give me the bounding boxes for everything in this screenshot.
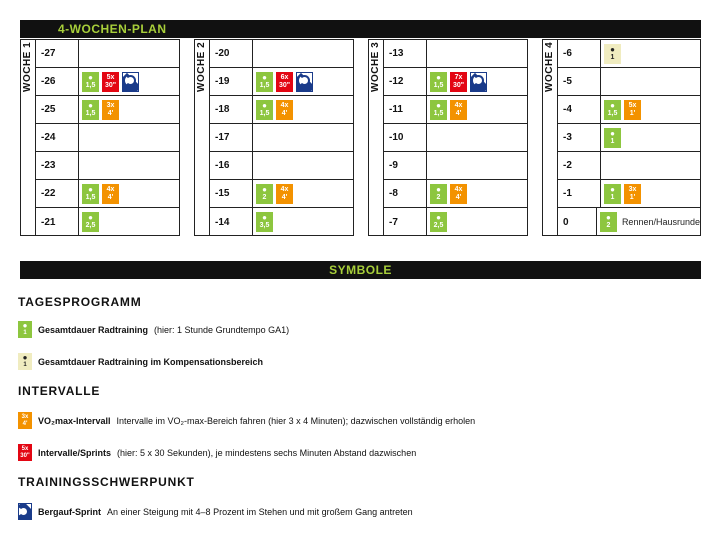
day-program: [427, 96, 527, 123]
symbols-title: SYMBOLE: [329, 263, 392, 277]
day-program: [79, 40, 179, 67]
vo2max-interval-icon: [450, 184, 467, 204]
week-label-column: [543, 40, 557, 235]
cyclist-glyph-icon: ●: [262, 72, 267, 82]
bike-duration: 1,5: [85, 109, 96, 117]
day-number: -14: [209, 208, 253, 236]
sprint-interval-icon: [18, 444, 32, 461]
interval-duration: 4': [107, 109, 114, 117]
bike-icon: [82, 72, 99, 92]
legend-item: [18, 444, 416, 461]
day-row: [557, 152, 700, 180]
legend-item: [18, 503, 413, 520]
bike-duration: 2: [262, 193, 267, 201]
day-row: [209, 180, 353, 208]
day-program: [253, 152, 353, 179]
interval-count: 4x: [454, 185, 463, 193]
day-row: [35, 152, 179, 180]
day-number: -15: [209, 180, 253, 207]
bike-icon: [430, 72, 447, 92]
uphill-sprint-icon: [122, 72, 139, 92]
week-label: WOCHE 1: [22, 42, 33, 93]
day-program: [601, 68, 700, 95]
day-number: -27: [35, 40, 79, 67]
interval-duration: 30": [104, 81, 117, 89]
day-program: [253, 180, 353, 207]
bike-icon: [82, 100, 99, 120]
day-number: -21: [35, 208, 79, 236]
bike-duration: 1,5: [259, 81, 270, 89]
day-number: -3: [557, 124, 601, 151]
day-program: [601, 40, 700, 67]
day-number: -12: [383, 68, 427, 95]
day-row: [35, 208, 179, 236]
day-number: -5: [557, 68, 601, 95]
bike-icon: [256, 212, 273, 232]
interval-count: 3x: [21, 413, 29, 420]
day-program: [601, 180, 700, 207]
legend-item: [18, 321, 289, 338]
day-number: -18: [209, 96, 253, 123]
day-row: [35, 40, 179, 68]
day-row: [209, 152, 353, 180]
week-block: [368, 39, 528, 236]
bike-icon: [18, 321, 32, 338]
week-label: WOCHE 3: [370, 42, 381, 93]
bike-duration: 2: [606, 222, 611, 229]
day-program: [601, 96, 700, 123]
day-program: [601, 124, 700, 151]
uphill-sprint-icon: [470, 72, 487, 92]
cyclist-glyph-icon: ●: [606, 213, 611, 222]
day-row: [35, 68, 179, 96]
cyclist-glyph-icon: ●: [88, 72, 93, 82]
day-row: [35, 180, 179, 208]
day-program: [253, 208, 353, 236]
day-row: [557, 40, 700, 68]
vo2max-interval-icon: [18, 412, 32, 429]
symbols-title-bar: [20, 261, 701, 279]
sprint-interval-icon: [450, 72, 467, 92]
day-note: Rennen/Hausrunde: [621, 217, 700, 227]
uphill-sprint-icon: [18, 503, 32, 520]
interval-duration: 4': [107, 193, 114, 201]
cyclist-glyph-icon: ●: [262, 213, 267, 222]
bike-duration: 3,5: [259, 222, 270, 229]
day-row: [383, 180, 527, 208]
day-program: [253, 96, 353, 123]
interval-count: 4x: [454, 101, 463, 109]
day-row: [383, 152, 527, 180]
interval-duration: 4': [455, 109, 462, 117]
bike-icon: [430, 212, 447, 232]
week-block: [194, 39, 354, 236]
day-program: [427, 180, 527, 207]
bike-duration: 1,5: [259, 109, 270, 117]
legend-term: Bergauf-Sprint: [38, 506, 101, 517]
interval-duration: 30": [20, 452, 30, 459]
vo2max-interval-icon: [102, 100, 119, 120]
week-label: WOCHE 2: [196, 42, 207, 93]
interval-count: 5x: [628, 101, 637, 109]
bike-icon: [430, 100, 447, 120]
bike-icon: [82, 184, 99, 204]
day-row: [557, 68, 700, 96]
legend-term: Gesamtdauer Radtraining: [38, 324, 149, 335]
recovery-bike-icon: [18, 353, 32, 370]
day-number: -20: [209, 40, 253, 67]
week-label-column: [21, 40, 35, 235]
day-program: [79, 152, 179, 179]
day-program: [427, 152, 527, 179]
legend-item: [18, 412, 475, 429]
interval-count: 4x: [280, 101, 289, 109]
bike-duration: 2: [436, 193, 441, 201]
bike-icon: [256, 72, 273, 92]
week-label-column: [195, 40, 209, 235]
bike-duration: 1: [610, 193, 615, 201]
bike-icon: [256, 100, 273, 120]
bike-duration: 1,5: [433, 81, 444, 89]
day-number: -7: [383, 208, 427, 236]
day-number: -9: [383, 152, 427, 179]
day-number: -8: [383, 180, 427, 207]
cyclist-glyph-icon: ●: [436, 72, 441, 82]
sprint-interval-icon: [102, 72, 119, 92]
day-row: [383, 68, 527, 96]
legend-description: An einer Steigung mit 4–8 Prozent im Stehen und mit großem Gang antreten: [107, 506, 413, 517]
bike-duration: 1: [610, 137, 615, 145]
day-number: -2: [557, 152, 601, 179]
bike-duration: 1: [610, 53, 615, 61]
interval-duration: 4': [455, 193, 462, 201]
bike-duration: 1,5: [85, 81, 96, 89]
interval-duration: 4': [281, 109, 288, 117]
bike-icon: [256, 184, 273, 204]
day-program: [79, 208, 179, 236]
day-number: -16: [209, 152, 253, 179]
day-program: [79, 180, 179, 207]
bike-duration: 1: [23, 330, 27, 336]
vo2max-interval-icon: [102, 184, 119, 204]
cyclist-glyph-icon: ●: [610, 44, 615, 54]
interval-count: 4x: [280, 185, 289, 193]
cyclist-glyph-icon: ●: [88, 184, 93, 194]
bike-icon: [604, 100, 621, 120]
day-row: [557, 96, 700, 124]
interval-count: 4x: [106, 185, 115, 193]
bike-duration: 2,5: [85, 222, 96, 229]
day-row: [209, 208, 353, 236]
day-program: [427, 68, 527, 95]
cyclist-glyph-icon: ●: [88, 213, 93, 222]
day-row: [209, 40, 353, 68]
interval-count: 5x: [21, 445, 29, 452]
day-number: -11: [383, 96, 427, 123]
interval-count: 6x: [280, 73, 289, 81]
day-number: -19: [209, 68, 253, 95]
legend-description: Intervalle im VO₂-max-Bereich fahren (hier 3 x 4 Minuten); dazwischen vollständig erholen: [116, 415, 476, 426]
day-row: [383, 208, 527, 236]
vo2max-interval-icon: [276, 100, 293, 120]
bike-icon: [600, 212, 617, 232]
day-program: [79, 96, 179, 123]
week-label-column: [369, 40, 383, 235]
bike-icon: [604, 128, 621, 148]
day-program: [427, 40, 527, 67]
plan-title-bar: [20, 20, 701, 38]
day-program: [253, 40, 353, 67]
week-label: WOCHE 4: [544, 42, 555, 93]
day-number: -1: [557, 180, 601, 207]
cyclist-glyph-icon: ●: [610, 184, 615, 194]
day-row: [35, 124, 179, 152]
day-number: -23: [35, 152, 79, 179]
interval-duration: 30": [278, 81, 291, 89]
interval-count: 3x: [628, 185, 637, 193]
cyclist-glyph-icon: ●: [610, 128, 615, 138]
sprint-interval-icon: [276, 72, 293, 92]
day-row: [557, 124, 700, 152]
day-row: [557, 180, 700, 208]
day-program: [427, 208, 527, 236]
bike-duration: 1,5: [607, 109, 618, 117]
recovery-bike-icon: [604, 44, 621, 64]
day-number: -26: [35, 68, 79, 95]
legend-description: (hier: 1 Stunde Grundtempo GA1): [154, 324, 290, 335]
section-intervalle: INTERVALLE: [18, 384, 101, 398]
bike-duration: 1: [23, 362, 27, 368]
day-number: -4: [557, 96, 601, 123]
interval-duration: 4': [22, 420, 28, 427]
day-number: -6: [557, 40, 601, 67]
vo2max-interval-icon: [624, 184, 641, 204]
day-number: -17: [209, 124, 253, 151]
cyclist-glyph-icon: ●: [436, 100, 441, 110]
cyclist-glyph-icon: ●: [262, 100, 267, 110]
day-number: 0: [557, 208, 597, 236]
day-row: [383, 96, 527, 124]
interval-count: 3x: [106, 101, 115, 109]
day-number: -13: [383, 40, 427, 67]
day-number: -22: [35, 180, 79, 207]
cyclist-glyph-icon: ●: [88, 100, 93, 110]
cyclist-glyph-icon: ●: [610, 100, 615, 110]
day-row: [209, 68, 353, 96]
legend-description: (hier: 5 x 30 Sekunden), je mindestens sechs Minuten Abstand dazwischen: [117, 447, 417, 458]
day-program: [597, 208, 700, 236]
day-program: [427, 124, 527, 151]
day-row: [35, 96, 179, 124]
day-number: -25: [35, 96, 79, 123]
bike-duration: 1,5: [85, 193, 96, 201]
four-week-plan: [20, 39, 701, 236]
cyclist-glyph-icon: ●: [22, 321, 28, 330]
legend-term: VO₂max-Intervall: [38, 415, 111, 426]
interval-count: 7x: [454, 73, 463, 81]
legend-term: Gesamtdauer Radtraining im Kompensationsbereich: [38, 356, 264, 367]
plan-title: 4-WOCHEN-PLAN: [58, 22, 167, 36]
day-row: [557, 208, 700, 236]
bike-icon: [604, 184, 621, 204]
day-program: [253, 124, 353, 151]
cyclist-glyph-icon: ●: [262, 184, 267, 194]
bike-icon: [430, 184, 447, 204]
interval-duration: 4': [281, 193, 288, 201]
uphill-sprint-icon: [296, 72, 313, 92]
section-tagesprogramm: TAGESPROGRAMM: [18, 295, 142, 309]
section-trainingsschwerpunkt: TRAININGSSCHWERPUNKT: [18, 475, 195, 489]
cyclist-glyph-icon: ●: [436, 213, 441, 222]
vo2max-interval-icon: [450, 100, 467, 120]
week-block: [20, 39, 180, 236]
interval-duration: 1': [629, 109, 636, 117]
interval-duration: 1': [629, 193, 636, 201]
legend-term: Intervalle/Sprints: [38, 447, 112, 458]
day-program: [79, 124, 179, 151]
day-row: [209, 124, 353, 152]
day-row: [209, 96, 353, 124]
day-row: [383, 40, 527, 68]
day-number: -10: [383, 124, 427, 151]
legend-item: [18, 353, 263, 370]
bike-icon: [82, 212, 99, 232]
day-program: [601, 152, 700, 179]
interval-duration: 30": [452, 81, 465, 89]
week-block: [542, 39, 701, 236]
day-program: [253, 68, 353, 95]
bike-duration: 1,5: [433, 109, 444, 117]
day-row: [383, 124, 527, 152]
cyclist-glyph-icon: ●: [436, 184, 441, 194]
vo2max-interval-icon: [624, 100, 641, 120]
day-number: -24: [35, 124, 79, 151]
bike-duration: 2,5: [433, 222, 444, 229]
vo2max-interval-icon: [276, 184, 293, 204]
cyclist-glyph-icon: ●: [22, 353, 28, 362]
day-program: [79, 68, 179, 95]
interval-count: 5x: [106, 73, 115, 81]
